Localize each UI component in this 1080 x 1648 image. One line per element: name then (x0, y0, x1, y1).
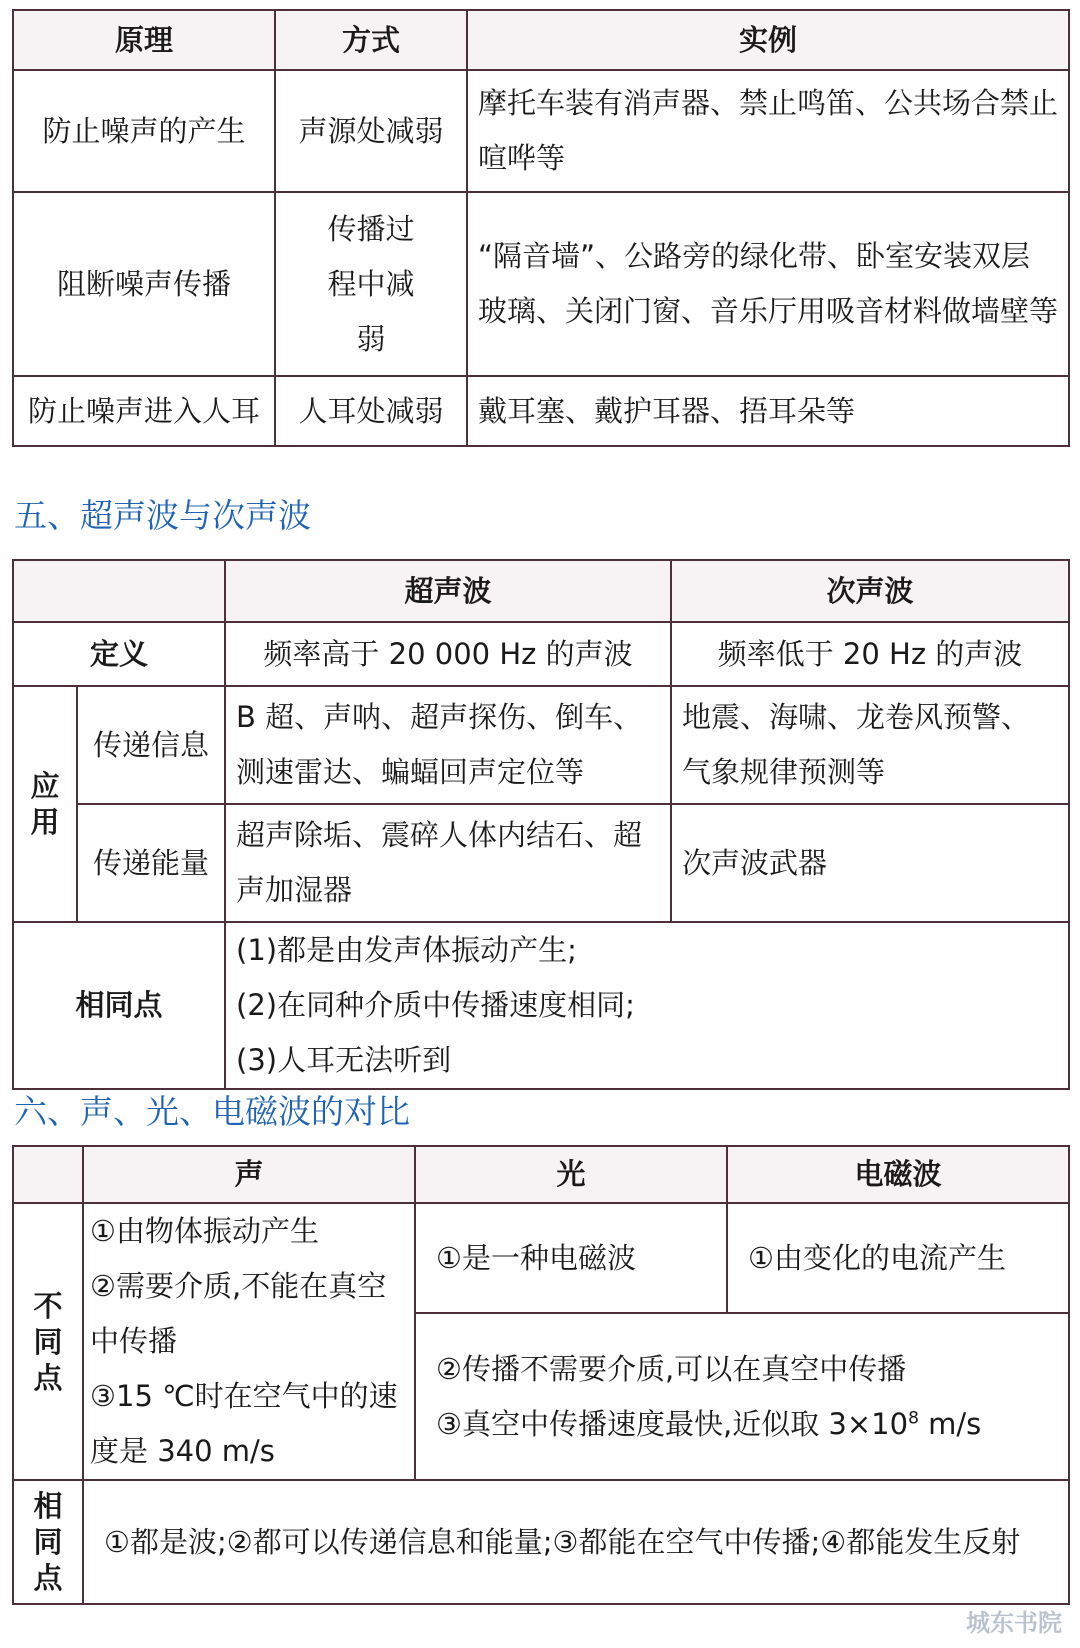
definition-label: 定义 (13, 622, 225, 686)
sound-light-em-table (12, 1145, 1070, 1605)
ultrasonic-info-uses: B 超、声呐、超声探伤、倒车、测速雷达、蝙蝠回声定位等 (225, 686, 671, 804)
transfer-energy-label: 传递能量 (77, 804, 225, 922)
noise-control-table (12, 9, 1070, 447)
header-example: 实例 (467, 10, 1069, 70)
principle-cell: 阻断噪声传播 (13, 192, 275, 376)
difference-label: 不 同 点 (13, 1203, 83, 1480)
example-cell: “隔音墙”、公路旁的绿化带、卧室安装双层玻璃、关闭门窗、音乐厅用吸音材料做墙壁等 (467, 192, 1069, 376)
header-empty (13, 560, 225, 622)
header-sound: 声 (83, 1146, 415, 1203)
section-title-comparison: 六、声、光、电磁波的对比 (14, 1092, 410, 1131)
list-item: (3)人耳无法听到 (236, 1043, 452, 1077)
transfer-info-label: 传递信息 (77, 686, 225, 804)
method-cell: 传播过程中减弱 (275, 192, 467, 376)
ultrasonic-definition: 频率高于 20 000 Hz 的声波 (225, 622, 671, 686)
light-em-shared (415, 1313, 1069, 1480)
light-difference: ①是一种电磁波 (415, 1203, 727, 1313)
sound-differences (83, 1203, 415, 1480)
watermark-logo: 城东书院 (966, 1609, 1062, 1637)
infrasonic-info-uses: 地震、海啸、龙卷风预警、气象规律预测等 (671, 686, 1069, 804)
ultrasound-infrasound-table (12, 559, 1070, 1090)
section-title-ultrasound: 五、超声波与次声波 (14, 496, 311, 535)
method-cell: 人耳处减弱 (275, 376, 467, 446)
list-item: (2)在同种介质中传播速度相同; (236, 988, 635, 1022)
header-method: 方式 (275, 10, 467, 70)
list-item: (1)都是由发声体振动产生; (236, 933, 577, 967)
principle-cell: 防止噪声进入人耳 (13, 376, 275, 446)
header-light: 光 (415, 1146, 727, 1203)
principle-cell: 防止噪声的产生 (13, 70, 275, 192)
common-label: 相同点 (13, 922, 225, 1089)
application-label: 应 用 (13, 686, 77, 922)
header-empty (13, 1146, 83, 1203)
list-item: ③15 ℃时在空气中的速度是 340 m/s (90, 1379, 398, 1468)
header-infrasonic: 次声波 (671, 560, 1069, 622)
list-item: ②传播不需要介质,可以在真空中传播 (436, 1351, 907, 1386)
method-cell: 声源处减弱 (275, 70, 467, 192)
header-principle: 原理 (13, 10, 275, 70)
example-cell: 摩托车装有消声器、禁止鸣笛、公共场合禁止喧哗等 (467, 70, 1069, 192)
list-item: ②需要介质,不能在真空中传播 (90, 1269, 387, 1358)
example-cell: 戴耳塞、戴护耳器、捂耳朵等 (467, 376, 1069, 446)
list-item: ①由物体振动产生 (90, 1214, 319, 1248)
ultrasonic-energy-uses: 超声除垢、震碎人体内结石、超声加湿器 (225, 804, 671, 922)
common-points (225, 922, 1069, 1089)
same-points: ①都是波;②都可以传递信息和能量;③都能在空气中传播;④都能发生反射 (83, 1480, 1069, 1604)
header-em-wave: 电磁波 (727, 1146, 1069, 1203)
list-item: ③真空中传播速度最快,近似取 $3\times 10^8$ m/s (436, 1406, 982, 1441)
same-label: 相 同 点 (13, 1480, 83, 1604)
em-difference: ①由变化的电流产生 (727, 1203, 1069, 1313)
header-ultrasonic: 超声波 (225, 560, 671, 622)
infrasonic-energy-uses: 次声波武器 (671, 804, 1069, 922)
infrasonic-definition: 频率低于 20 Hz 的声波 (671, 622, 1069, 686)
